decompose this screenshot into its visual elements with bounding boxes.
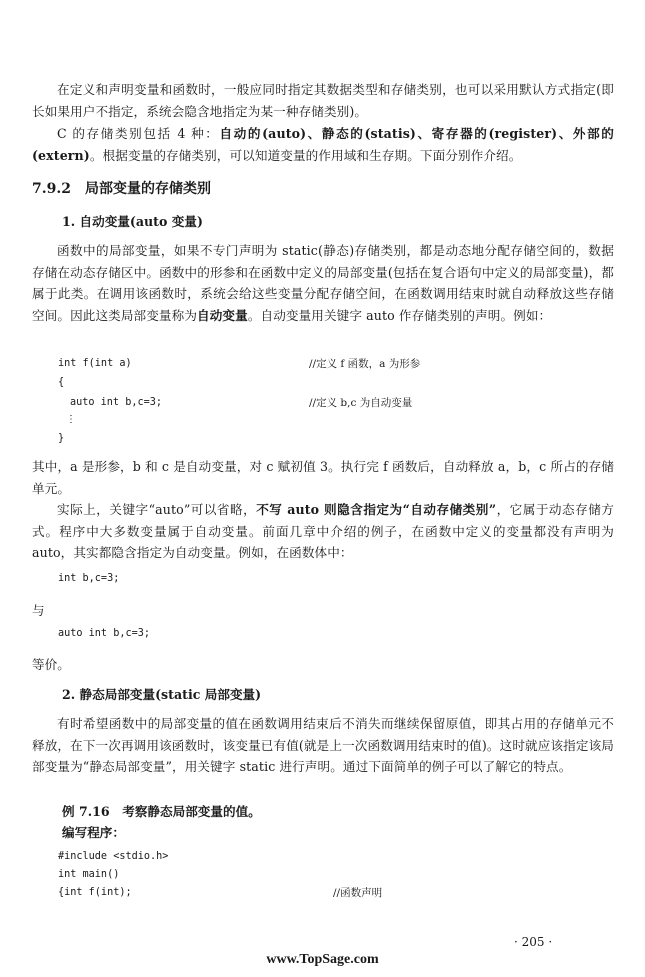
code-line: int f(int a)	[58, 358, 132, 369]
code-line: auto int b,c=3;	[70, 397, 163, 408]
subsection-heading-auto: 1. 自动变量(auto 变量)	[62, 214, 203, 229]
bold-span: 不写 auto 则隐含指定为“自动存储类别”	[256, 502, 497, 517]
code-line: #include <stdio.h>	[58, 851, 169, 862]
paragraph-explanation: 其中，a 是形参，b 和 c 是自动变量，对 c 赋初值 3。执行完 f 函数后，自动释放 a，b，c 所占的存储单元。	[32, 459, 614, 496]
text-span: 。自动变量用关键字 auto 作存储类别的声明。例如：	[247, 307, 552, 323]
example-subtitle: 编写程序：	[62, 825, 125, 840]
text-span: C 的存储类别包括 4 种：	[57, 126, 220, 141]
conjunction-text: 与	[32, 603, 45, 618]
text-span: 。根据变量的存储类别，可以知道变量的作用域和生存期。下面分别作介绍。	[89, 147, 522, 163]
code-comment: //函数声明	[333, 887, 383, 899]
paragraph-static-variables: 有时希望函数中的局部变量的值在函数调用结束后不消失而继续保留原值，即其占用的存储单元不释放，在下一次再调用该函数时，该变量已有值(就是上一次函数调用结束时的值)。这时就应该指定该局部变量为“静态局部变量”，用关键字 static 进行声明。通过下面简单的例子可以了解它的特点。	[32, 716, 614, 775]
bold-span: 自动的(auto)、静态的(statis)、寄存器的(register)、外部的(extern)	[32, 126, 615, 163]
page-number: · 205 ·	[514, 935, 553, 949]
paragraph-auto-omit	[32, 499, 614, 564]
example-title: 例 7.16 考察静态局部变量的值。	[62, 804, 261, 819]
code-comment: //定义 b,c 为自动变量	[309, 397, 413, 409]
equivalent-text: 等价。	[32, 657, 70, 672]
paragraph-auto-variables	[32, 240, 614, 326]
code-line: {int f(int);	[58, 887, 132, 898]
code-line: }	[58, 433, 65, 444]
bold-span: 自动变量	[197, 307, 248, 323]
code-line: auto int b,c=3;	[58, 628, 151, 639]
code-line: {	[58, 377, 65, 388]
code-comment: //定义 f 函数，a 为形参	[309, 358, 421, 370]
subsection-heading-static: 2. 静态局部变量(static 局部变量)	[62, 687, 262, 702]
section-heading: 7.9.2 局部变量的存储类别	[32, 181, 211, 197]
paragraph-storage-classes	[32, 123, 614, 166]
code-ellipsis: ⋮	[66, 414, 77, 425]
code-line: int main()	[58, 869, 120, 880]
code-line: int b,c=3;	[58, 573, 120, 584]
paragraph-storage-intro: 在定义和声明变量和函数时，一般应同时指定其数据类型和存储类别，也可以采用默认方式指定(即长如果用户不指定，系统会隐含地指定为某一种存储类别)。	[32, 82, 614, 119]
footer-watermark: www.TopSage.com	[266, 952, 379, 967]
text-span: 实际上，关键字“auto”可以省略，	[57, 502, 257, 517]
text-span: ，它属于动态存储方式。程序中大多数变量属于自动变量。前面几章中介绍的例子，在函数中定义的变量都没有声明为 auto，其实都隐含指定为自动变量。例如，在函数体中：	[32, 502, 614, 561]
text-span: 函数中的局部变量，如果不专门声明为 static(静态)存储类别，都是动态地分配存储空间的，数据存储在动态存储区中。函数中的形参和在函数中定义的局部变量(包括在复合语句中定义的局部变量)，都属于此类。在调用该函数时，系统会给这些变量分配存储空间，在函数调用结束时就自动释放这些存储空间。因此这类局部变量称为	[32, 243, 614, 323]
